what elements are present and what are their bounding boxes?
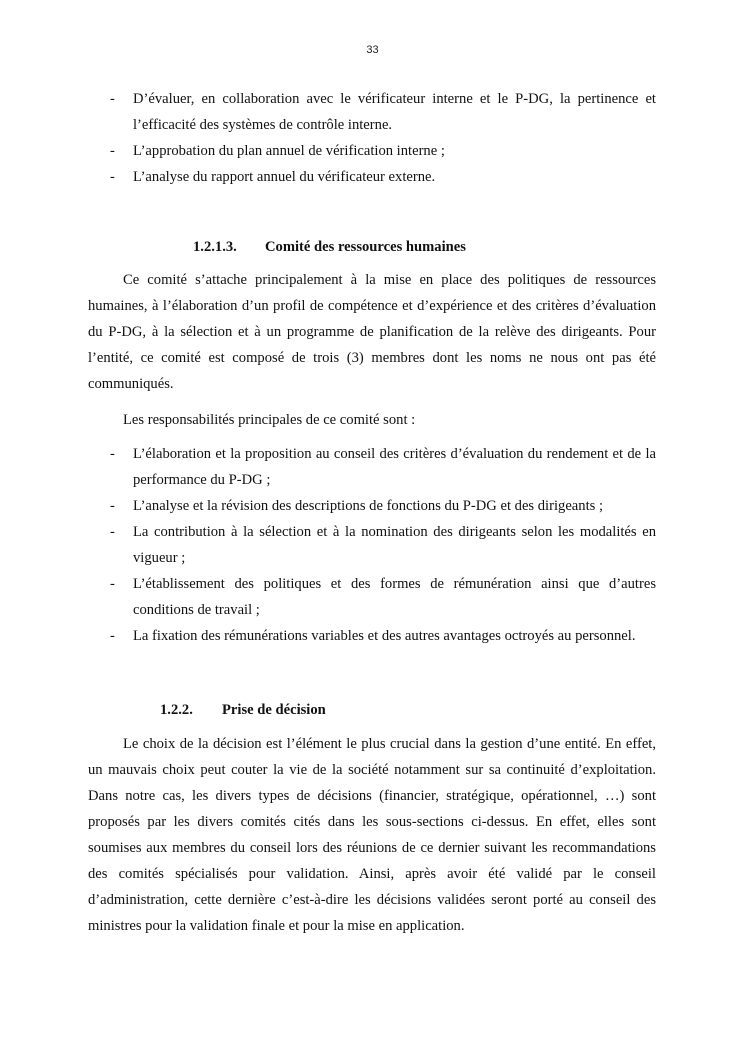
section-heading-1213	[193, 234, 656, 260]
list-item-text: L’élaboration et la proposition au conseil des critères d’évaluation du rendement et de la performance du P-DG ;	[133, 446, 656, 488]
dash-bullet: -	[110, 143, 115, 159]
list-item	[88, 571, 656, 623]
document-body	[88, 86, 656, 939]
list-item-text: L’analyse et la révision des descriptions de fonctions du P-DG et des dirigeants ;	[133, 498, 604, 514]
dash-bullet: -	[110, 524, 115, 540]
list-item	[88, 164, 656, 190]
dash-bullet: -	[110, 498, 115, 514]
list-item	[88, 623, 656, 649]
list-item-text: L’établissement des politiques et des formes de rémunération ainsi que d’autres conditions de travail ;	[133, 576, 656, 618]
responsibilities-lead-in: Les responsabilités principales de ce comité sont :	[123, 412, 416, 428]
section-number: 1.2.2.	[160, 702, 193, 718]
page-number: 33	[366, 44, 379, 56]
section-title: Comité des ressources humaines	[265, 239, 466, 255]
section-title: Prise de décision	[222, 702, 326, 718]
dash-bullet: -	[110, 169, 115, 185]
list-item-text: L’analyse du rapport annuel du vérificateur externe.	[133, 169, 436, 185]
section-number: 1.2.1.3.	[193, 239, 237, 255]
dash-bullet: -	[110, 628, 115, 644]
list-item	[88, 138, 656, 164]
dash-bullet: -	[110, 446, 115, 462]
list-item-text: La contribution à la sélection et à la nomination des dirigeants selon les modalités en vigueur ;	[133, 524, 656, 566]
dash-bullet: -	[110, 576, 115, 592]
list-item-text: La fixation des rémunérations variables et des autres avantages octroyés au personnel.	[133, 628, 636, 644]
decision-paragraph: Le choix de la décision est l’élément le plus crucial dans la gestion d’une entité. En effet, un mauvais choix peut couter la vie de la société notamment sur sa continuité d’exploitation. Dans notre cas, les divers types de décisions (financier, stratégique, opérationnel, …) sont proposés par les divers comités cités dans les sous-sections ci-dessus. En effet, elles sont soumises aux membres du conseil lors des réunions de ce dernier suivant les recommandations des comités spécialisés pour validation. Ainsi, après avoir été validé par le conseil d’administration, cette dernière c’est-à-dire les décisions validées seront porté au conseil des ministres pour la validation finale et pour la mise en application.	[88, 736, 656, 934]
list-item	[88, 441, 656, 493]
evaluation-duties-list	[88, 86, 656, 190]
list-item-text: D’évaluer, en collaboration avec le vérificateur interne et le P-DG, la pertinence et l’efficacité des systèmes de contrôle interne.	[133, 91, 656, 133]
hr-committee-paragraph: Ce comité s’attache principalement à la mise en place des politiques de ressources humaines, à l’élaboration d’un profil de compétence et d’expérience et des critères d’évaluation du P-DG, à la sélection et à un programme de planification de la relève des dirigeants. Pour l’entité, ce comité est composé de trois (3) membres dont les noms ne nous ont pas été communiqués.	[88, 272, 656, 392]
hr-responsibilities-list	[88, 441, 656, 649]
list-item	[88, 519, 656, 571]
list-item	[88, 493, 656, 519]
list-item-text: L’approbation du plan annuel de vérification interne ;	[133, 143, 445, 159]
dash-bullet: -	[110, 91, 115, 107]
section-heading-122	[160, 697, 656, 723]
list-item	[88, 86, 656, 138]
